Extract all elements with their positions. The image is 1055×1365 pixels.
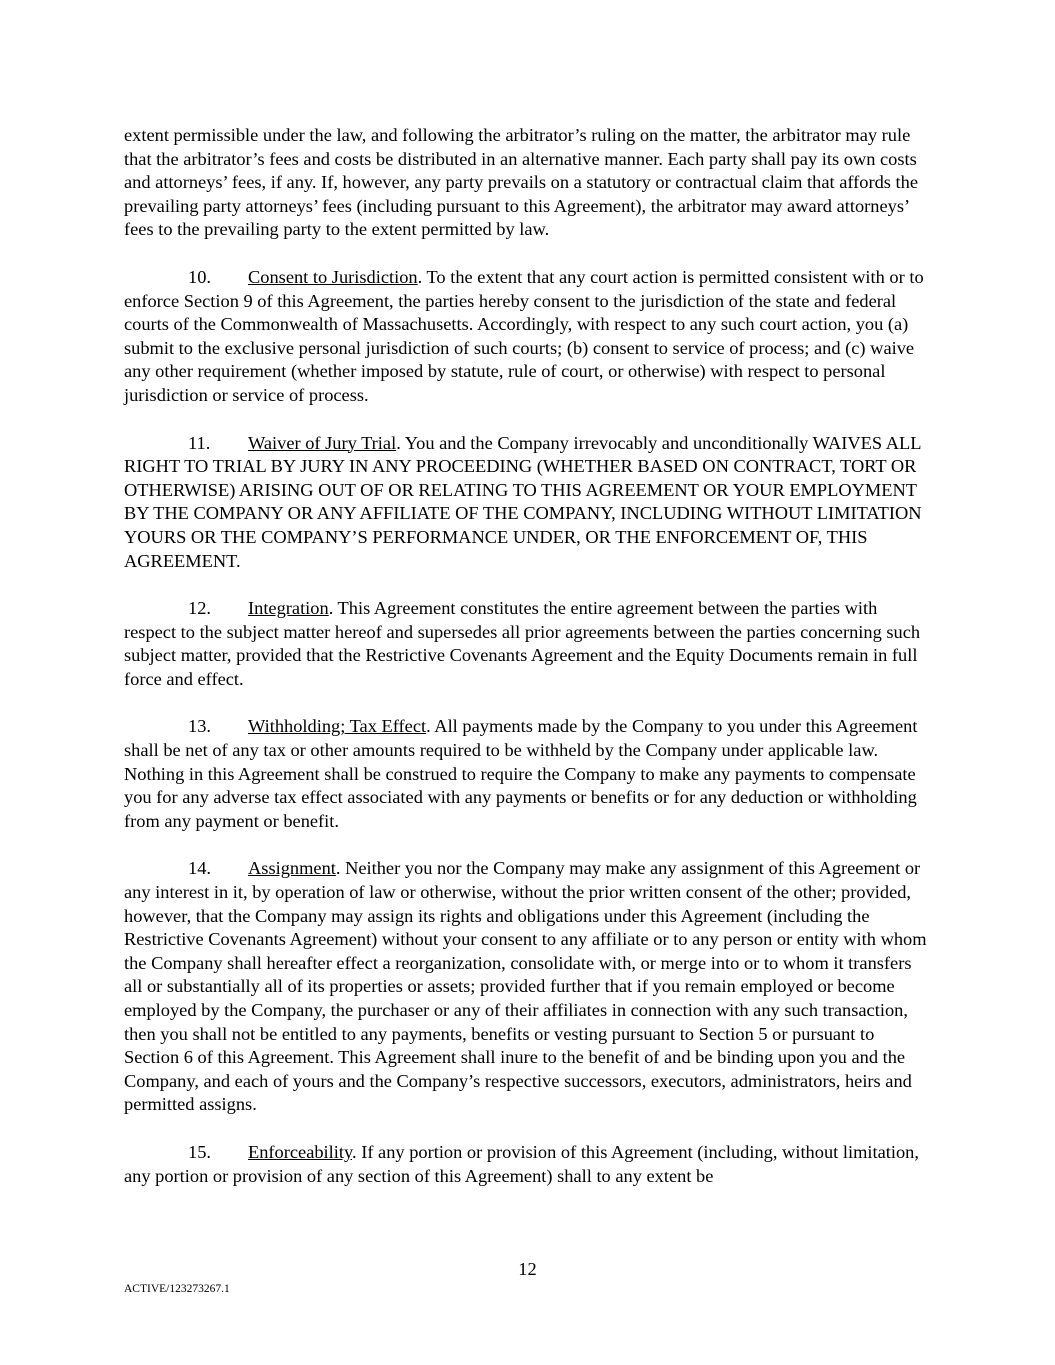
page-number: 12: [518, 1259, 537, 1279]
section-12: [124, 597, 932, 691]
section-number: 12.: [188, 598, 211, 619]
section-heading: Assignment: [248, 858, 336, 879]
section-heading: Withholding; Tax Effect: [248, 716, 427, 737]
section-text: . You and the Company irrevocably and unconditionally WAIVES ALL RIGHT TO TRIAL BY JURY IN ANY PROCEEDING (WHETHER BASED ON CONTRACT, TORT OR OTHERWISE) ARISING OUT OF OR RELATING TO THIS AGREEMENT OR YOUR EMPLOYMENT BY THE COMPANY OR ANY AFFILIATE OF THE COMPANY, INCLUDING WITHOUT LIMITATION YOURS OR THE COMPANY’S PERFORMANCE UNDER, OR THE ENFORCEMENT OF, THIS AGREEMENT.: [124, 432, 922, 571]
document-id: ACTIVE/123273267.1: [124, 1283, 230, 1295]
section-14: [124, 857, 932, 1117]
section-heading: Integration: [248, 598, 329, 619]
section-text: . If any portion or provision of this Agreement (including, without limitation, any portion or provision of any section of this Agreement) shall to any extent be: [124, 1141, 919, 1186]
section-10: [124, 266, 932, 408]
section-15: [124, 1141, 932, 1188]
section-number: 14.: [188, 858, 211, 879]
section-text: . All payments made by the Company to you under this Agreement shall be net of any tax or other amounts required to be withheld by the Company under applicable law. Nothing in this Agreement shall be construed to require the Company to make any payments to compensate you for any adverse tax effect associated with any payments or benefits or for any deduction or withholding from any payment or benefit.: [124, 716, 918, 831]
section-text: . To the extent that any court action is permitted consistent with or to enforce Section 9 of this Agreement, the parties hereby consent to the jurisdiction of the state and federal courts of the Commonwealth of Massachusetts. Accordingly, with respect to any such court action, you (a) submit to the exclusive personal jurisdiction of such courts; (b) consent to service of process; and (c) waive any other requirement (whether imposed by statute, rule of court, or otherwise) with respect to personal jurisdiction or service of process.: [124, 266, 924, 405]
section-heading: Consent to Jurisdiction: [248, 266, 418, 287]
section-number: 11.: [188, 432, 211, 453]
section-number: 13.: [188, 716, 211, 737]
section-number: 15.: [188, 1141, 211, 1162]
section-heading: Enforceability: [248, 1141, 352, 1162]
section-number: 10.: [188, 266, 211, 287]
section-text: . This Agreement constitutes the entire agreement between the parties with respect to the subject matter hereof and supersedes all prior agreements between the parties concerning such subject matter, provided that the Restrictive Covenants Agreement and the Equity Documents remain in full force and effect.: [124, 598, 921, 689]
paragraph-continuation: extent permissible under the law, and following the arbitrator’s ruling on the matter, the arbitrator may rule that the arbitrator’s fees and costs be distributed in an alternative manner. Each party shall pay its own costs and attorneys’ fees, if any. If, however, any party prevails on a statutory or contractual claim that affords the prevailing party attorneys’ fees (including pursuant to this Agreement), the arbitrator may award attorneys’ fees to the prevailing party to the extent permitted by law.: [124, 125, 919, 240]
section-heading: Waiver of Jury Trial: [248, 432, 397, 453]
section-11: [124, 432, 932, 574]
document-body: [124, 124, 932, 1212]
section-13: [124, 715, 932, 833]
section-text: . Neither you nor the Company may make any assignment of this Agreement or any interest in it, by operation of law or otherwise, without the prior written consent of the other; provided, however, that the Company may assign its rights and obligations under this Agreement (including the Restrictive Covenants Agreement) without your consent to any affiliate or to any person or entity with whom the Company shall hereafter effect a reorganization, consolidate with, or merge into or to whom it transfers all or substantially all of its properties or assets; provided further that if you remain employed or become employed by the Company, the purchaser or any of their affiliates in connection with any such transaction, then you shall not be entitled to any payments, benefits or vesting pursuant to Section 5 or pursuant to Section 6 of this Agreement. This Agreement shall inure to the benefit of and be binding upon you and the Company, and each of yours and the Company’s respective successors, executors, administrators, heirs and permitted assigns.: [124, 858, 927, 1115]
